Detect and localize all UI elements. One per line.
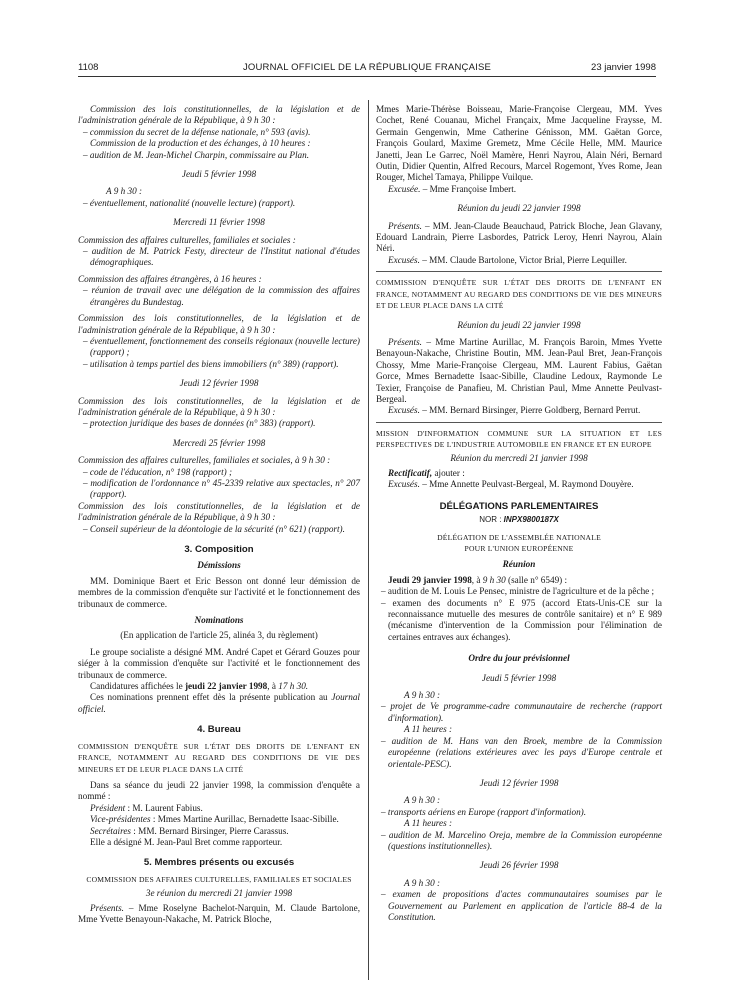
- paragraph: Commission des lois constitutionnelles, de la législation et de l'administration générale de la République, à 9 h 30 :: [78, 395, 360, 417]
- paragraph: Président : M. Laurent Fabius.: [90, 802, 203, 813]
- subsection-heading: Ordre du jour prévisionnel: [468, 653, 570, 664]
- left-column: [78, 104, 360, 925]
- journal-title: JOURNAL OFFICIEL DE LA RÉPUBLIQUE FRANÇAISE: [242, 62, 492, 73]
- paragraph: Commission des lois constitutionnelles, de la législation et de l'administration générale de la République, à 9 h 30 :: [78, 104, 360, 126]
- paragraph: Excusés. – Mme Annette Peulvast-Bergeal, M. Raymond Douyère.: [388, 479, 634, 490]
- agenda-item: – audition de M. Patrick Festy, directeur de l'Institut national d'études démographiques.: [83, 246, 360, 268]
- caps-heading: COMMISSION DES AFFAIRES CULTURELLES, FAMILIALES ET SOCIALES: [86, 874, 352, 884]
- paragraph: Présents. – MM. Jean-Claude Beauchaud, Patrick Bloche, Jean Glavany, Edouard Landrain, Pierre Lasbordes, Patrick Leroy, Henri Nayrou, Alain Néri.: [376, 220, 662, 254]
- paragraph: Excusés. – MM. Claude Bartolone, Victor Brial, Pierre Lequiller.: [388, 254, 627, 265]
- paragraph: Ces nominations prennent effet dès la présente publication au Journal officiel.: [78, 692, 360, 714]
- agenda-item: – audition de M. Jean-Michel Charpin, commissaire au Plan.: [83, 149, 309, 160]
- right-column: [376, 104, 662, 923]
- time-heading: A 9 h 30 :: [404, 795, 441, 806]
- time-heading: A 9 h 30 :: [404, 690, 441, 701]
- paragraph: Présents. – Mme Roselyne Bachelot-Narquin, M. Claude Bartolone, Mme Yvette Benayoun-Nakache, M. Patrick Bloche,: [78, 902, 360, 924]
- time-heading: A 11 heures :: [404, 724, 453, 735]
- paragraph: Commission des affaires culturelles, familiales et sociales, à 9 h 30 :: [78, 455, 331, 466]
- nor-reference: NOR : INPX9800187X: [479, 515, 559, 525]
- time-heading: A 11 heures :: [404, 818, 453, 829]
- date-heading: Réunion du mercredi 21 janvier 1998: [450, 452, 588, 463]
- subsection-heading: Réunion: [502, 559, 536, 570]
- paragraph: Rectificatif, ajouter :: [388, 467, 465, 478]
- agenda-item: – éventuellement, nationalité (nouvelle lecture) (rapport).: [83, 197, 296, 208]
- paragraph: Présents. – Mme Martine Aurillac, M. François Baroin, Mmes Yvette Benayoun-Nakache, Christine Boutin, MM. Jean-Paul Bret, Jean-François Chossy, Mme Marie-Françoise Clergeau, MM. Laurent Fabius, Gaëtan Gorce, Mmes Bernadette Isaac-Sibille, Claudine Ledoux, Raymonde Le Texier, Françoise de Panafieu, M. Christian Paul, Mme Annette Peulvast-Bergeal.: [376, 336, 662, 404]
- date-heading: Jeudi 5 février 1998: [481, 672, 557, 683]
- agenda-item: – Conseil supérieur de la déontologie de la sécurité (n° 621) (rapport).: [83, 523, 345, 534]
- date-heading: 3e réunion du mercredi 21 janvier 1998: [145, 888, 293, 899]
- agenda-item: – protection juridique des bases de données (n° 383) (rapport).: [83, 418, 316, 429]
- section-heading: 3. Composition: [184, 544, 254, 555]
- paragraph: Le groupe socialiste a désigné MM. André Capet et Gérard Gouzes pour siéger à la commission d'enquête sur l'activité et le fonctionnement des tribunaux de commerce.: [78, 646, 360, 680]
- agenda-item: – audition de M. Hans van den Broek, membre de la Commission européenne (relations extérieures avec les pays d'Europe centrale et orientale-PESC).: [381, 735, 662, 769]
- paragraph: Commission des lois constitutionnelles, de la législation et de l'administration générale de la République, à 9 h 30 :: [78, 500, 360, 523]
- date-heading: Jeudi 5 février 1998: [181, 169, 257, 180]
- paragraph: Commission des lois constitutionnelles, de la législation et de l'administration générale de la République, à 9 h 30 :: [78, 313, 360, 335]
- agenda-item: – réunion de travail avec une délégation de la commission des affaires étrangères du Bundestag.: [83, 285, 360, 307]
- caps-heading: POUR L'UNION EUROPÉENNE: [464, 544, 574, 553]
- agenda-item: – utilisation à temps partiel des biens immobiliers (n° 389) (rapport).: [83, 358, 339, 369]
- date-heading: Jeudi 26 février 1998: [479, 860, 559, 871]
- agenda-item: – modification de l'ordonnance n° 45-2339 relative aux spectacles, n° 207 (rapport).: [83, 477, 360, 500]
- caps-heading: COMMISSION D'ENQUÊTE SUR L'ÉTAT DES DROITS DE L'ENFANT EN FRANCE, NOTAMMENT AU REGARD DES CONDITIONS DE VIE DES MINEURS ET DE LEUR PLACE DANS LA CITÉ: [376, 278, 662, 311]
- paragraph: Mmes Marie-Thérèse Boisseau, Marie-Françoise Clergeau, MM. Yves Cochet, René Couanau, Michel Françaix, Mme Jacqueline Fraysse, M. Germain Gengenwin, Mme Catherine Génisson, MM. Gaëtan Gorce, François Goulard, Maxime Gremetz, Mme Cécile Helle, MM. Maurice Janetti, Jean Le Garrec, Noël Mamère, Henri Nayrou, Alain Néri, Bernard Outin, Didier Quentin, Alfred Recours, Marcel Rogemont, Yves Rome, Jean Rouger, Michel Tamaya, Philippe Vuilque.: [376, 104, 662, 183]
- paragraph: Excusés. – MM. Bernard Birsinger, Pierre Goldberg, Bernard Perrut.: [388, 405, 641, 416]
- separator: [376, 271, 662, 272]
- paragraph: MM. Dominique Baert et Eric Besson ont donné leur démission de membres de la commission d'enquête sur l'activité et le fonctionnement des tribunaux de commerce.: [78, 575, 360, 609]
- agenda-item: – éventuellement, fonctionnement des conseils régionaux (nouvelle lecture) (rapport) ;: [83, 335, 360, 358]
- date-heading: Jeudi 12 février 1998: [179, 378, 259, 389]
- paragraph: Commission de la production et des échanges, à 10 heures :: [90, 138, 311, 149]
- time-heading: A 9 h 30 :: [404, 877, 441, 888]
- page-number: 1108: [78, 62, 99, 73]
- column-divider: [368, 100, 369, 980]
- paragraph: Secrétaires : MM. Bernard Birsinger, Pierre Carassus.: [90, 825, 289, 836]
- agenda-item: – audition de M. Marcelino Oreja, membre de la Commission européenne (questions institutionnelles).: [381, 829, 662, 851]
- paragraph: Dans sa séance du jeudi 22 janvier 1998, la commission d'enquête a nommé :: [78, 779, 360, 802]
- paragraph: Excusée. – Mme Françoise Imbert.: [388, 183, 517, 194]
- paragraph: Candidatures affichées le jeudi 22 janvier 1998, à 17 h 30.: [90, 681, 309, 692]
- caps-heading: DÉLÉGATION DE L'ASSEMBLÉE NATIONALE: [437, 532, 601, 542]
- agenda-item: – projet de Ve programme-cadre communautaire de recherche (rapport d'information).: [381, 701, 662, 723]
- date-heading: Jeudi 12 février 1998: [479, 777, 559, 788]
- paragraph: Commission des affaires étrangères, à 16 heures :: [78, 273, 262, 284]
- agenda-item: – transports aériens en Europe (rapport d'information).: [381, 806, 587, 817]
- date-heading: Réunion du jeudi 22 janvier 1998: [457, 319, 581, 330]
- paragraph: Elle a désigné M. Jean-Paul Bret comme rapporteur.: [90, 836, 283, 847]
- date-heading: Mercredi 11 février 1998: [173, 217, 265, 228]
- time-heading: A 9 h 30 :: [106, 186, 143, 197]
- agenda-item: – examen des documents n° E 975 (accord Etats-Unis-CE sur la reconnaissance mutuelle des mesures de contrôle sanitaire) et n° E 989 (mécanisme d'intervention de la Commission pour l'élimination de certaines entraves aux échanges).: [381, 597, 662, 642]
- issue-date: 23 janvier 1998: [591, 62, 656, 73]
- agenda-item: – commission du secret de la défense nationale, n° 593 (avis).: [83, 126, 311, 137]
- paragraph: Vice-présidentes : Mmes Martine Aurillac, Bernadette Isaac-Sibille.: [90, 814, 339, 825]
- paragraph: (En application de l'article 25, alinéa 3, du règlement): [120, 630, 318, 641]
- date-heading: Réunion du jeudi 22 janvier 1998: [457, 203, 581, 214]
- agenda-item: – audition de M. Louis Le Pensec, ministre de l'agriculture et de la pêche ;: [381, 586, 655, 597]
- section-heading: 5. Membres présents ou excusés: [143, 857, 295, 869]
- caps-heading: MISSION D'INFORMATION COMMUNE SUR LA SITUATION ET LES PERSPECTIVES DE L'INDUSTRIE AUTOMOBILE EN FRANCE ET EN EUROPE: [376, 428, 662, 450]
- section-heading: 4. Bureau: [197, 724, 241, 736]
- section-heading: DÉLÉGATIONS PARLEMENTAIRES: [439, 500, 599, 512]
- agenda-item: – examen de propositions d'actes communautaires soumises par le Gouvernement au Parlement en application de l'article 88-4 de la Constitution.: [381, 889, 662, 922]
- paragraph: Jeudi 29 janvier 1998, à 9 h 30 (salle n° 6549) :: [388, 574, 568, 585]
- subsection-heading: Démissions: [197, 560, 241, 571]
- page-header: [78, 62, 656, 77]
- date-heading: Mercredi 25 février 1998: [172, 437, 266, 448]
- agenda-item: – code de l'éducation, n° 198 (rapport) ;: [83, 466, 233, 477]
- caps-heading: COMMISSION D'ENQUÊTE SUR L'ÉTAT DES DROITS DE L'ENFANT EN FRANCE, NOTAMMENT AU REGARD DES CONDITIONS DE VIE DES MINEURS ET DE LEUR PLACE DANS LA CITÉ: [78, 741, 360, 774]
- paragraph: Commission des affaires culturelles, familiales et sociales :: [78, 234, 296, 245]
- separator: [376, 422, 662, 423]
- subsection-heading: Nominations: [194, 615, 244, 626]
